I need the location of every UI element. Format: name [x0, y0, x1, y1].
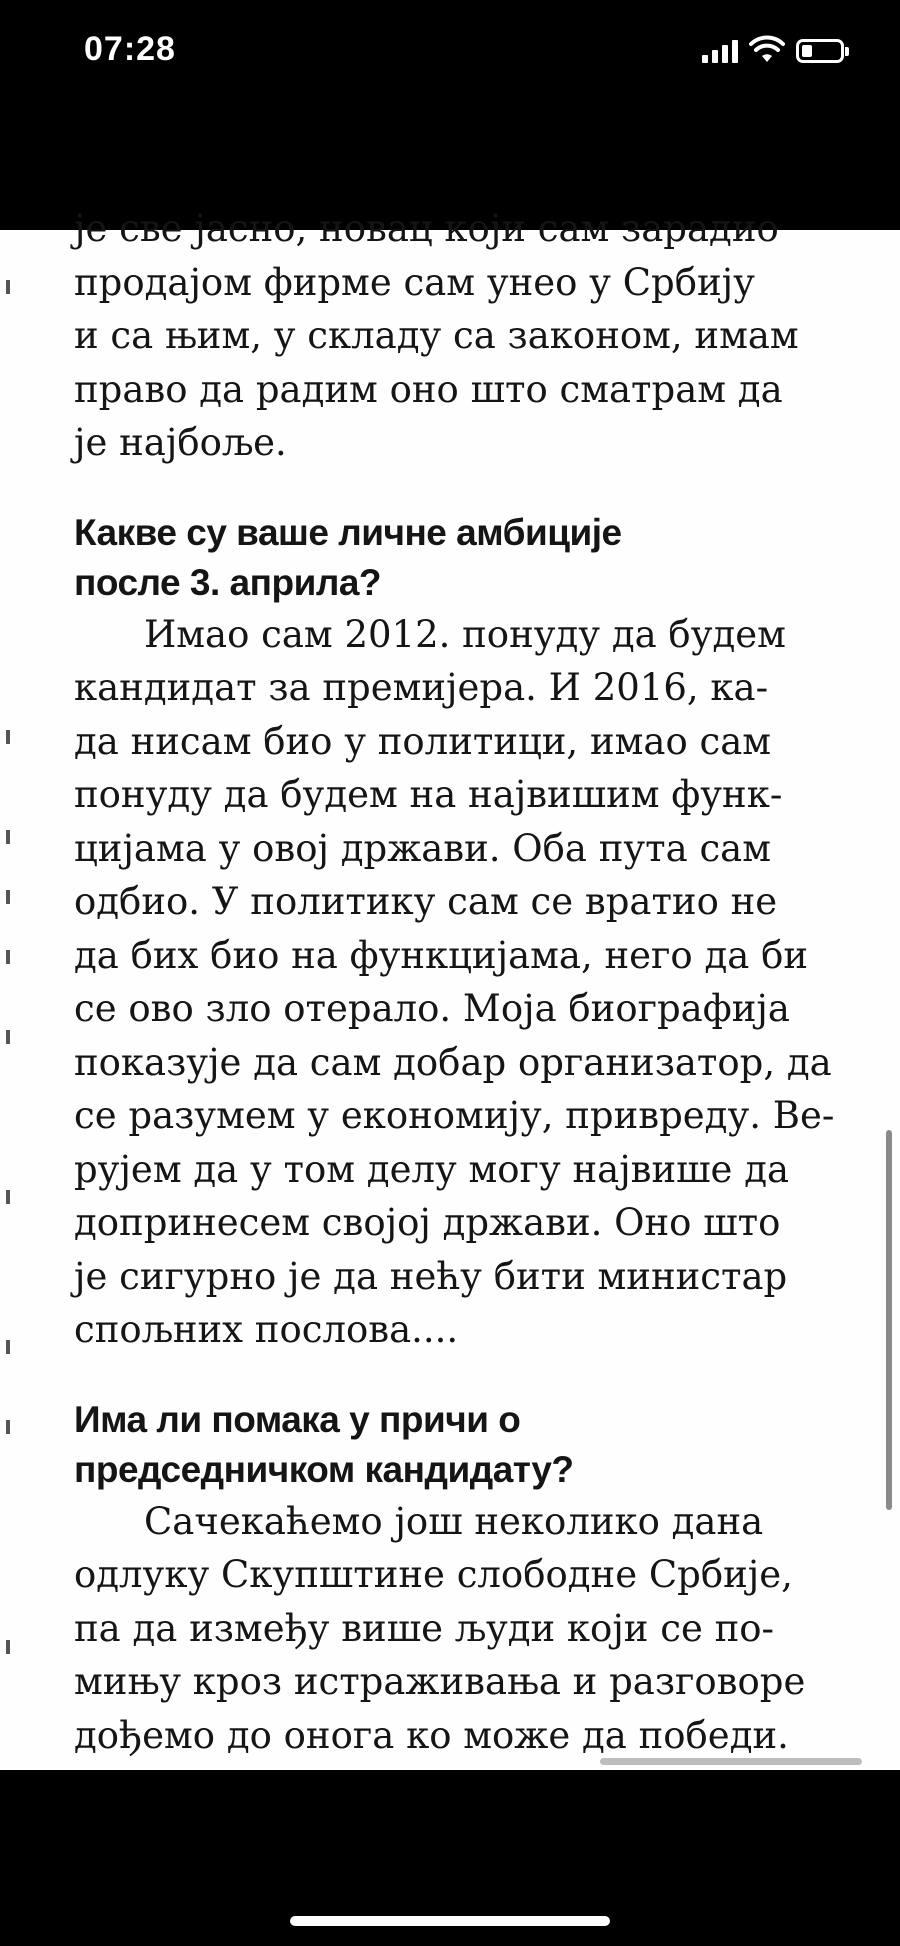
text-line: је најбоље. — [74, 421, 287, 464]
text-line: рујем да у том делу могу највише да — [74, 1147, 790, 1191]
text-line: је све јасно, новац који сам зарадио — [74, 207, 779, 250]
paragraph-3 — [74, 1495, 834, 1816]
text-line: цијама у овој држави. Оба пута сам — [74, 826, 772, 870]
text-line: спољних послова.... — [74, 1308, 459, 1351]
text-line: се разумем у економију, привреду. Ве- — [74, 1094, 835, 1137]
status-time: 07:28 — [84, 30, 176, 68]
home-indicator[interactable] — [290, 1916, 610, 1926]
battery-icon — [796, 39, 844, 63]
horizontal-scrollbar[interactable] — [600, 1758, 862, 1765]
article-page[interactable] — [0, 207, 900, 1770]
text-line: показује да сам добар организатор, да — [74, 1040, 832, 1084]
text-line: па да између више људи који се по- — [74, 1606, 775, 1650]
text-line: допринесем својој држави. Оно што — [74, 1201, 781, 1244]
vertical-scrollbar[interactable] — [886, 1130, 892, 1510]
text-line: мињу кроз истраживања и разговоре — [74, 1660, 806, 1703]
wifi-icon — [750, 38, 784, 64]
article-text — [74, 202, 834, 1816]
text-line: Сачекаћемо још неколико дана — [144, 1499, 764, 1543]
left-column-edge — [0, 230, 20, 1770]
text-line: одлуку Скупштине слободне Србије, — [74, 1553, 793, 1596]
heading-line: после 3. априла? — [74, 561, 382, 603]
text-line: одбио. У политику сам се вратио не — [74, 880, 778, 923]
heading-line: председничком кандидату? — [74, 1448, 574, 1490]
question-heading-1 — [74, 508, 834, 608]
status-icons — [702, 36, 844, 66]
text-line: продајом фирме сам унео у Србију — [74, 260, 755, 304]
status-bar — [0, 0, 900, 230]
signal-icon — [702, 39, 738, 63]
text-line: је сигурно је да нећу бити министар — [74, 1254, 788, 1298]
paragraph-2 — [74, 608, 834, 1357]
text-line: и са њим, у складу са законом, имам — [74, 314, 799, 357]
question-heading-2 — [74, 1395, 834, 1495]
text-line: право да радим оно што сматрам да — [74, 367, 783, 411]
text-line: кандидат за премијера. И 2016, ка- — [74, 666, 769, 709]
text-line: се ово зло отерало. Моја биографија — [74, 987, 790, 1030]
heading-line: Има ли помака у причи о — [74, 1398, 521, 1440]
text-line: дођемо до онога ко може да победи. — [74, 1713, 789, 1757]
text-line: Имао сам 2012. понуду да будем — [144, 612, 786, 656]
heading-line: Какве су ваше личне амбиције — [74, 511, 622, 553]
paragraph-1 — [74, 202, 834, 470]
text-line: да бих био на функцијама, него да би — [74, 933, 809, 977]
text-line: да нисам био у политици, имао сам — [74, 719, 772, 763]
text-line: понуду да будем на највишим функ- — [74, 773, 783, 816]
